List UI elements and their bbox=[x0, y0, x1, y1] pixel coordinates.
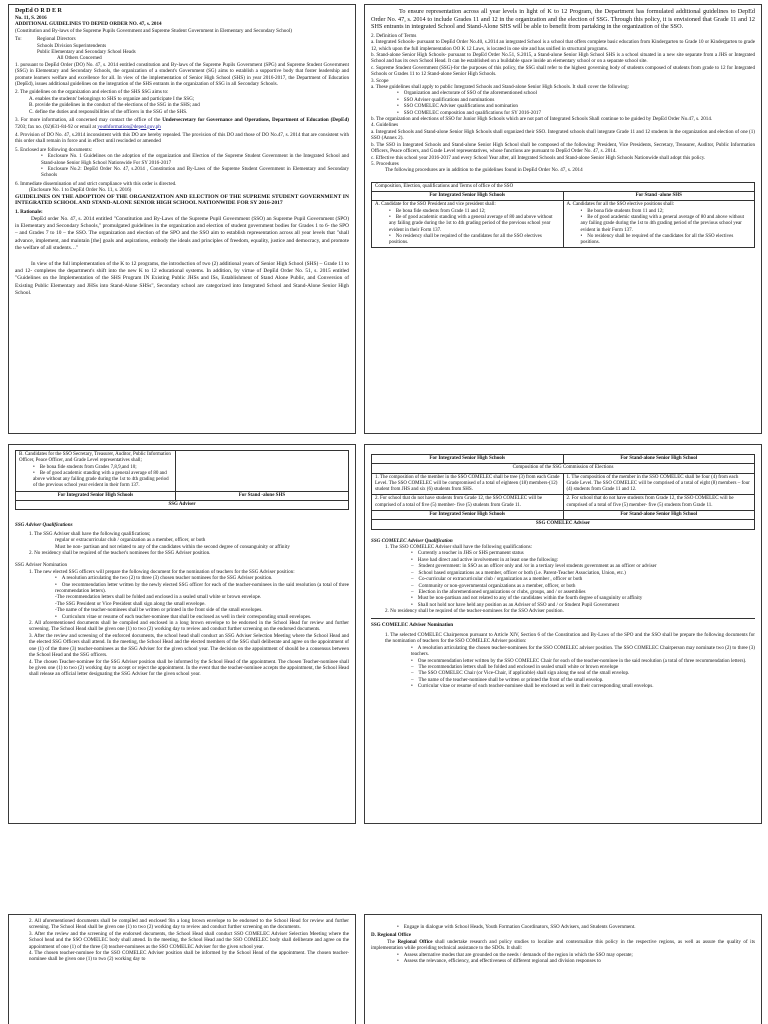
list-item: 3. After the review and the screening of the endorsed documents, the School Head shall conduct SSO COMELEC Adviser Selection Meeting where the School head and the SSO COMELEC body shall attend. In the meeting, the School Head and the SSO COMELEC body shall deliberate and agree on the appointment of one (1) of the three (3) teacher-nominees as the SSO COMELEC Adviser for the given school year. bbox=[29, 930, 349, 950]
list-item: – School based organizations as a member, officer or both (i.e. Parent-Teacher Association, Union, etc.) bbox=[371, 570, 755, 576]
page-4 bbox=[364, 444, 762, 824]
section-heading: 1. Rationale: bbox=[15, 209, 43, 216]
list-item: – Student government: in SSO as an officer only and /or in a tertiary level students government as an officer or adviser bbox=[371, 563, 755, 569]
table-cell: 1. The composition of the member in the SSO COMELEC shall be four (4) from each Grade Level. The SSO COMELEC will be comprised of a total of eight (8) members – four (4) students from Grade 11 and 12. bbox=[563, 473, 755, 495]
page-1 bbox=[8, 4, 356, 434]
list-item: – Election in the aforementioned organizations or clubs, groups, and / or assemblies bbox=[371, 589, 755, 595]
list-item: • Be bona fide students from Grade 11 and 12; bbox=[375, 209, 560, 215]
list-item: 2. No residency shall be required of the teacher-nominees for the SSO Adviser position. bbox=[385, 608, 564, 615]
paragraph bbox=[371, 939, 755, 952]
column-header: For Integrated Senior High Schools bbox=[372, 192, 564, 201]
column-header: For Stand -alone SHS bbox=[563, 192, 755, 201]
column-header: For Stand-alone Senior High School bbox=[563, 511, 755, 520]
list-item: • Shall not hold nor have held any position as an Adviser of SSO and / or Student Pupil Government bbox=[371, 602, 755, 608]
table-row bbox=[372, 464, 755, 473]
order-title: ADDITIONAL GUIDELINES TO DEPED ORDER NO. 47, s. 2014 bbox=[15, 21, 162, 28]
paragraph: 2. The guidelines on the organization and election of the SHS SSG aims to: bbox=[15, 89, 169, 96]
candidates-table bbox=[15, 450, 349, 510]
list-item: Must be non- partisan and not related to any of the candidates within the second degree of consanguinity or affinity bbox=[55, 543, 290, 550]
table-row bbox=[372, 511, 755, 520]
text: 3. For more information, all concerned may contact the office of the bbox=[15, 117, 161, 124]
paragraph: a. Integrated Schools and Stand-alone Senior High Schools shall organized their SSO. Integrated schools shall integrate Grade 11 and 12 students in the organization and election of one (1) SSO (Annex 2). bbox=[371, 128, 755, 142]
list-item: • Enclosure No. 1 Guidelines on the adoption of the organization and Election of the Supreme Student Government in the Integrated School and Stand-alone Senior High School Nationwide For SY 2016-2017 bbox=[15, 153, 349, 166]
table-cell bbox=[372, 201, 564, 248]
list-item: – The SSO COMELEC Chair (or Vice-Chair, if applicable) shall sign along the seal of the small envelop. bbox=[371, 670, 755, 676]
paragraph: b. The organization and elections of SSO for Junior High Schools which are not part of Integrated Schools Shall continue to be guided by DepEd Order No.47, s. 2014. bbox=[371, 116, 713, 123]
to-item: All Others Concerned bbox=[57, 55, 102, 62]
definition: a. Integrated Schools- pursuant to DepEd Order No.40, s.2014 an integrated School is a school that offers complete basic education from Kindergarten to Grade 10 or Kindergarten to grade 12, which upon the full implementation OO K 12 Laws, is located in one site and has unified in structural programs. bbox=[371, 39, 755, 52]
paragraph: To ensure representation across all year levels in light of K to 12 Program, the Department has formulated additional guidelines to DepEd Order No. 47, s. 2014 to include Grades 11 and 12 in the organization and the election of SSG. Through this policy, it is envisioned that Grade 11 and 12 SHS entrants in integrated School and Stand-Alone SHS will be able to benefit from partaking in the organization of the SSO. bbox=[371, 8, 755, 31]
table-row bbox=[372, 192, 755, 201]
list-item: 2. All aforementioned documents shall be compiled and enclosed 9in a long brown envelope to be endorsed to the School Head for review and further screening. The School Head shall be given one (1) to two (2) working day to review and conduct further screening on the documents. bbox=[29, 918, 349, 931]
list-item: B. provide the guidelines in the conduct of the elections of the SSG in the SHS; and bbox=[29, 102, 200, 109]
column-header: For Integrated Senior High Schools bbox=[16, 491, 176, 500]
table-row bbox=[16, 451, 349, 492]
page-3 bbox=[8, 444, 356, 824]
paragraph: The following procedures are in addition to the guidelines found in DepEd Order No. 47, s. 2014 bbox=[385, 167, 583, 174]
list-item: 3. After the review and screening of the enforced documents, the school head shall conduct an SSG Adviser Selection Meeting where the School Head and the elected SSG Officers shall attend. In the meeting, the School Head and the elected members of the SSG shall deliberate and agree on the appointment of one (1) of the three (3) teacher-nominees as the SSG Adviser for the given school year. The decision on the appointment of should be a consensus between the School Head and the SSG officers. bbox=[29, 632, 349, 659]
paragraph bbox=[15, 117, 349, 130]
list-item: • Be of good academic standing with a general average of 80 and above without any failing grade during the 1st to 4th grading period of the previous school year evident in their Form 137. bbox=[567, 215, 752, 234]
list-item: • SSO Adviser qualifications and nominations bbox=[371, 97, 755, 103]
row-header: SSG Adviser bbox=[16, 501, 349, 510]
list-item: • Currently a teacher in JHS or SHS permanent status bbox=[371, 550, 755, 556]
list-item: • SSO COMELEC composition and qualifications for SY 2016-2017 bbox=[371, 110, 755, 116]
paragraph: a. These guidelines shall apply to public Integrated Schools and Stand-alone Senior High Schools. It shall cover the following: bbox=[371, 84, 629, 91]
table-row bbox=[372, 201, 755, 248]
table-row bbox=[372, 520, 755, 529]
paragraph: c. Effective this school year 2016-2017 and every School Year after, all Integrated Schools and Stand-alone Senior High Schools Nationwide shall adopt this policy. bbox=[371, 154, 706, 161]
list-item: • Have had direct and active involvement in at least one the following: bbox=[371, 557, 755, 563]
section-heading: 2. Definition of Terms bbox=[371, 32, 417, 39]
cell-intro: B. Candidates for the SSO Secretary, Treasurer, Auditor, Public Information Officer, Peace Officer, and Grade Level representatives shall; bbox=[19, 452, 171, 464]
list-item: regular or extracurricular club / organization as a member, officer, or both bbox=[55, 537, 206, 544]
email-link[interactable]: youthformation@deped.gov.ph bbox=[97, 123, 161, 130]
addressee-block bbox=[15, 36, 349, 62]
list-item: 1. The new elected SSG officers will prepare the following document for the nomination of teachers for the SSG Adviser position: bbox=[29, 568, 295, 575]
paragraph: DepEd order No. 47, s. 2014 entitled "Constitution and By-Laws of the Supreme Pupil Government (SSO) an Supreme Pupil Government (SPO) in Elementary and Secondary Schools," promulgated guidelines in the organization and election of student government bodies for Grades 1 to 6- the SPO – and Grades 7 to 10 – the SSO. The organization and election of the SPO and the SSO aim to establish representation across all year levels that "shall advance, implement, and maintain [the] goals and aspirations, embody the ideals and principles of freedom, equality, justice and democracy, and promote the welfare of all students…" bbox=[15, 215, 349, 252]
definition: c. Supreme Student Government (SSG)-for the purposes of this policy, the SSG shall refer to the highest governing body of students composed of students from grade to 12 for Integrated Schools or Grades 11 to 12 Stand-alone Senior High Schools. bbox=[371, 64, 755, 78]
to-item: Schools Division Superintendents bbox=[37, 42, 107, 49]
page-6 bbox=[364, 914, 762, 1024]
table-cell: 1. The composition of the member in the SSO COMELEC shall be tree (3) from each Grade Level. The SSO COMELEC will be compromised of a total of eighteen (18) members-(12) student from JHS and six (6) students from SHS. bbox=[372, 473, 564, 495]
table-caption: Composition, Election, qualifications and Terms of office of the SSO bbox=[372, 182, 755, 191]
list-item: • Curricular vitae or resume of each teacher-nominee shall be enclosed as well in their corresponding small envelops. bbox=[371, 683, 755, 689]
divider bbox=[371, 618, 755, 619]
list-item: 2. No residency shall be required of the teacher's nominees for the SSG Adviser position. bbox=[29, 550, 211, 556]
list-item: 4. The chosen teacher-nominee for the SSO COMELEC Adviser position shall be informed by the School Head of the appointment. The chosen teacher-nominee shall be given one (1) to two (2) working day to bbox=[29, 950, 349, 963]
list-item: • One recommendation letter written by the newly elected SSG officer for each of the teacher-nominees in the said resolution (a total of three recommendation letters). bbox=[15, 582, 349, 595]
section-heading: SSG Adviser Qualifications bbox=[15, 522, 73, 529]
column-header: For Integrated Senior High Schools bbox=[372, 511, 564, 520]
list-item: 1. The SSO COMELEC Adviser shall have the following qualifications: bbox=[385, 544, 533, 551]
office-name: Undersecretary for Governance and Operations, Department of Education (DepEd) bbox=[162, 117, 349, 124]
cell-intro: A. Candidate for the SSO President and vice president shall: bbox=[375, 202, 496, 208]
column-header: For Stand-alone Senior High School bbox=[563, 455, 755, 464]
section-heading: SSG Adviser Nomination bbox=[15, 562, 68, 569]
cell-intro: A. Candidates for all the SSO elective positions shall: bbox=[566, 202, 675, 208]
paragraph: b. The SSO in Integrated Schools and Stand-alone Senior High School shall be composed of the following: President, Vice Presidents, Secretary, Treasurer, Auditor, Public Information Officers, Peace officers, and Grade Level representatives, whose functions are pursuant to DepEd Order No. 47, s. 2014. bbox=[371, 141, 755, 155]
list-item: • Assess alternative modes that are grounded on the needs / demands of the region in which the SSO may operate; bbox=[371, 952, 755, 958]
list-item: • No residency shall be required of the candidates for all the SSO electives positions. bbox=[567, 234, 752, 247]
section-heading: D. Regional Office bbox=[371, 932, 412, 939]
list-item: • Be bona fide students from Grades 7,8,9,and 10; bbox=[19, 465, 172, 471]
list-item: • Engage in dialogue with School Heads, Youth Formation Coordinators, SSO Advisers, and Students Government. bbox=[371, 924, 755, 930]
list-item: • Must be non-partisan and not related to any of the candidates within the fourth degree of sanguinity or affinity bbox=[371, 595, 755, 601]
paragraph: In view of the full implementation of the K to 12 programs, the introduction of two (2) additional years of Senior High School (SHS) – Grade 11 to and 12- completes the department's shift into the new K to 12 educational systems. In addition, by virtue of DepEd Order No. 51, s. 2015 entitled "Guidelines on the Implementation of the SHS Program IN Existing Public JHSs and ISs, Establishment of Stand Alone Public, and Conversion of Existing Public Elementary and JHSs into Stand-Alone SHSs", Secondary school are categorized into Integrated School and Stand-Alone Senior High School. bbox=[15, 260, 349, 297]
list-item: -The recommendation letters shall be folded and enclosed in a sealed small white or brown envelope. bbox=[55, 594, 262, 601]
text: shall undertake research and policy studies to localize and contextualize this policy in the respective regions, as well as assure the quality of its implementation while providing technical assistance to the SDOs. It shall: bbox=[371, 938, 755, 952]
list-item: • Curriculum vitae or resume of each teacher-nominee that shall be enclosed as well in their corresponding small envelopes. bbox=[15, 614, 349, 620]
table-row bbox=[372, 495, 755, 511]
table-row bbox=[16, 491, 349, 500]
list-item: • Be of good academic standing with a general average of 80 and above without any failing grade during the 1st to 4th grading period of the previous school year evident in their Form 137. bbox=[375, 215, 560, 234]
page-5 bbox=[8, 914, 356, 1024]
to-item: Public Elementary and Secondary School Heads bbox=[37, 49, 136, 56]
list-item: 4. The chosen Teacher-nominee for the SSG Adviser position shall be informed by the School Head of the appointment. The chosen Teacher-nominee shall be given one (1) to two (2) working day to accept or reject the appointment. In the event that the teacher-nominee accepts the appointment, the School Head shall release an official letter designating the SSG Adviser for the given school year. bbox=[29, 658, 349, 678]
list-item: • Assess the relevance, efficiency, and effectiveness of different regional and division responses to bbox=[371, 958, 755, 964]
section-heading: 5. Procedures bbox=[371, 160, 399, 167]
list-item: • Enclosure No.2: DepEd Order No. 47, s.2014 , Constitution and By-Laws of the Supreme Student Government in Elementary and Secondary Schools bbox=[15, 166, 349, 179]
paragraph: 5. Enclosed are following documents: bbox=[15, 146, 93, 153]
section-heading: SSG COMELEC Adviser Qualification bbox=[371, 537, 453, 544]
list-item: • Be of good academic standing with a general average of 80 and above without any failing grade during the 1st to 4th grading period of the previous school year evident in their form 137. bbox=[19, 471, 172, 490]
column-header: For Stand -alone SHS bbox=[175, 491, 348, 500]
table-cell bbox=[563, 201, 755, 248]
list-item: C. define the duties and responsibilities of the officers in the SSG of the SHS. bbox=[29, 108, 188, 115]
paragraph: 1. pursuant to DepEd Order (DO) No. 47, s. 2014 entitled constitution and By-laws of the Supreme Pupils Government (SPG) and Supreme Student Government (SSG) in Elementary and Secondary Schools, the organization of a student's Government (SG) aims to establish a supportive body that foster leadership and promote learners welfare and excellence for all. In view of the implementation of Senior High School (SHS) in year 2016-2017, the Department of Education (DepEd), issues additional guidelines on the integration of the SHS entrants in the organization of SSG in all Secondary Schools. bbox=[15, 61, 349, 88]
enclosure-note: (Enclosure No. 1 to DepEd Order No. 11, s. 2016) bbox=[29, 187, 132, 194]
table-row bbox=[372, 182, 755, 191]
list-item: • Be bona fide students from 11 and 12; bbox=[567, 209, 752, 215]
order-heading: DepEd O R D E R bbox=[15, 8, 62, 14]
to-item: Regional Directors bbox=[37, 36, 76, 43]
list-item: • SSO COMELEC Adviser qualifications and nomination bbox=[371, 103, 755, 109]
sso-qualifications-table bbox=[371, 182, 755, 249]
table-cell: 2. For school that do not have students from Grade 12, the SSO COMELEC will be comprised of a total of five (5) member- five (5) students from Grade 11. bbox=[372, 495, 564, 511]
paragraph: 6. Immediate dissemination of and strict compliance with this order is directed. bbox=[15, 180, 177, 187]
text: The bbox=[387, 938, 395, 945]
list-item: – Community or non-governmental organizations as a member, officer, or both bbox=[371, 583, 755, 589]
list-item: A. enables the students' belongings to SHS to organize and participate I the SSG; bbox=[29, 95, 195, 102]
list-item: -The SSG President or Vice President shall sign along the small envelope. bbox=[55, 600, 206, 607]
list-item: – Co-curricular or extracurricular club / organization as a member , officer or both bbox=[371, 576, 755, 582]
list-item: – The recommendation letters shall be folded and enclosed in sealed small white or brown envelope bbox=[371, 664, 755, 670]
list-item: – The name of the teacher-nominee shall be written or printed the front of the small envelop. bbox=[371, 677, 755, 683]
definition: b. Stand-alone Senior High Schools- pursuant to DepEd Order No.51, S.2015, a Stand-alone Senior High School SHS is a school situated in a new site separate from a JHS or Integrated School and has its own School Head. It can be established on a buildable space inside an elementary school or on a separate school site. bbox=[371, 52, 755, 65]
column-header: For Integrated Senior High Schools bbox=[372, 455, 564, 464]
text: 7203; fax no. (02)631-84-92 or email at bbox=[15, 123, 97, 130]
order-number: No. 11, S. 2016 bbox=[15, 15, 47, 21]
list-item: • One recommendation letter written by the SSO COMELEC Chair for each of the teacher-nominee in the said resolution (a total of three recommendation letters). bbox=[371, 658, 755, 664]
row-header: SSG COMELEC Adviser bbox=[372, 520, 755, 529]
paragraph: 4. Provision of DO No. 47, s.2014 inconsistent with this DO are hereby repealed. The provision of this DO and those of DO No.47, s. 2014 that are consistent with this order shall remain in force and in effect until rescinded or amended bbox=[15, 131, 349, 145]
list-item: 1. The selected COMELEC Chairperson pursuant to Article XIV, Section 6 of the Constitution and By-Laws of the SPO and the SSO shall be prepare the following documents for the nomination of teachers for the SSO COMELEC Adviser position: bbox=[385, 631, 755, 645]
table-row bbox=[372, 473, 755, 495]
list-item: • A resolution articulating the chosen teacher-nominees for the SSO COMELEC adviser position. The SSO COMELEC Chairperson may nominate two (2) to three (3) teachers. bbox=[371, 645, 755, 658]
comelec-table bbox=[371, 454, 755, 530]
list-item: • A resolution articulating the two (2) to three (3) chosen teacher nominees for the SSG Adviser position. bbox=[15, 575, 349, 581]
order-subtitle: (Constitution and By-laws of the Supreme Pupils Government and Supreme Student Government in Elementary and Secondary School) bbox=[15, 27, 292, 34]
table-caption: Composition of the SSG Commission of Elections bbox=[372, 464, 755, 473]
list-item: -The name of the teacher-nominees shall be written or printed in the front side of the small envelopes. bbox=[55, 607, 263, 614]
office-name: Regional Office bbox=[397, 938, 433, 945]
page-2 bbox=[364, 4, 762, 434]
section-heading: SSG COMELEC Adviser Nomination bbox=[371, 621, 454, 628]
list-item: • No residency shall be required of the candidates for all the SSO electives positions. bbox=[375, 234, 560, 247]
list-item: 2. All aforementioned documents shall be compiled and enclosed in a long brown envelope to be endorsed in the School Head for review and further screening. The School Head shall be given one (1) to two (2) working day to review and conduct further screening on the endorsed documents. bbox=[29, 620, 349, 633]
section-heading: 4. Guidelines bbox=[371, 122, 399, 129]
table-row bbox=[372, 455, 755, 464]
to-label: To: bbox=[15, 36, 22, 43]
section-heading: 3. Scope bbox=[371, 77, 389, 84]
table-cell bbox=[16, 451, 176, 492]
table-cell bbox=[175, 451, 348, 492]
list-item: • Organization and electorate of SSO of the aforementioned school bbox=[371, 90, 755, 96]
table-row bbox=[16, 501, 349, 510]
table-cell: 2. For school that do not have students from Grade 12, the SSO COMELEC will be comprised of a total of five (5) member- five (5) students from Grade 11. bbox=[563, 495, 755, 511]
list-item: 1. The SSG Adviser shall have the following qualifications; bbox=[29, 530, 151, 537]
guidelines-title: GUIDELINES ON THE ADOPTION OF THE ORGANIZATION AND ELECTION OF THE SUPREME STUDENT GOVERNMENT IN INTEGRATED SCHOOL AND STAND-ALONE SENIOR HIGH SCHOOL NATIONWIDE FOR SY 2016-2017 bbox=[15, 193, 349, 207]
